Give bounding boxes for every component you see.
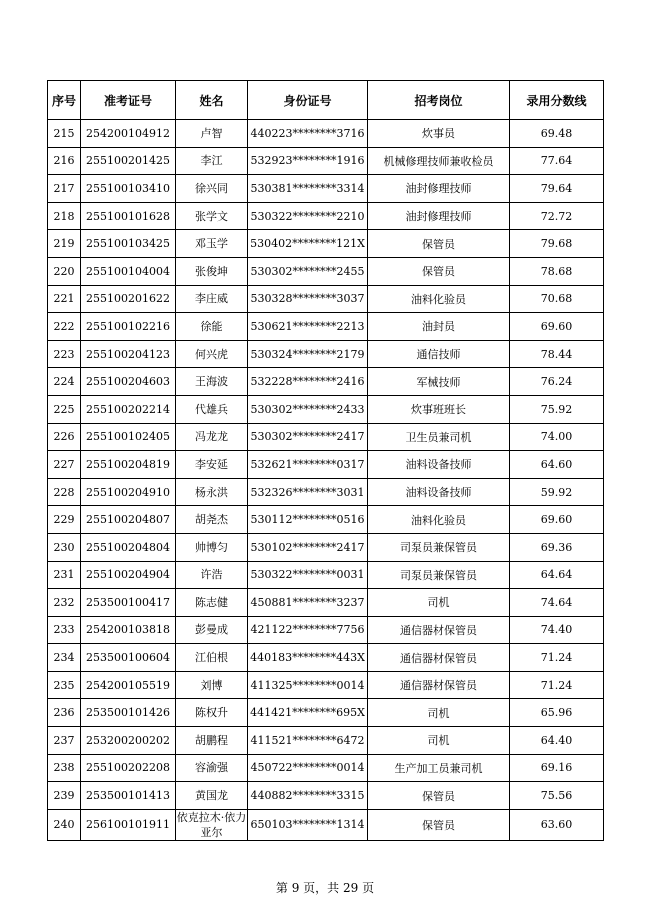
cell-name: 刘博	[176, 671, 248, 699]
cell-id-no: 530302********2455	[248, 257, 368, 285]
cell-id-no: 530302********2433	[248, 395, 368, 423]
cell-id-no: 411325********0014	[248, 671, 368, 699]
cell-position: 保管员	[368, 257, 510, 285]
cell-index: 234	[48, 644, 81, 672]
cell-id-no: 532326********3031	[248, 478, 368, 506]
table-row	[48, 478, 604, 506]
cell-position: 油封修理技师	[368, 202, 510, 230]
cell-position: 司泵员兼保管员	[368, 561, 510, 589]
table-row	[48, 175, 604, 203]
header-row	[48, 81, 604, 120]
table-row	[48, 561, 604, 589]
col-header-exam-no: 准考证号	[81, 81, 176, 120]
col-header-id-no: 身份证号	[248, 81, 368, 120]
cell-exam-no: 253500100604	[81, 644, 176, 672]
cell-index: 229	[48, 506, 81, 534]
cell-id-no: 532923********1916	[248, 147, 368, 175]
cell-score: 69.36	[510, 533, 604, 561]
cell-index: 220	[48, 257, 81, 285]
cell-position: 通信技师	[368, 340, 510, 368]
cell-id-no: 441421********695X	[248, 699, 368, 727]
table-row	[48, 147, 604, 175]
cell-score: 78.68	[510, 257, 604, 285]
table-row	[48, 782, 604, 810]
cell-exam-no: 255100204910	[81, 478, 176, 506]
cell-exam-no: 255100204807	[81, 506, 176, 534]
cell-index: 238	[48, 754, 81, 782]
cell-exam-no: 255100202208	[81, 754, 176, 782]
cell-exam-no: 255100204123	[81, 340, 176, 368]
cell-name: 依克拉木·依力亚尔	[176, 810, 247, 839]
cell-index: 232	[48, 589, 81, 617]
cell-id-no: 530324********2179	[248, 340, 368, 368]
cell-score: 71.24	[510, 644, 604, 672]
cell-score: 72.72	[510, 202, 604, 230]
cell-index: 219	[48, 230, 81, 258]
cell-exam-no: 255100204804	[81, 533, 176, 561]
cell-name: 李庄威	[176, 285, 248, 313]
cell-score: 75.56	[510, 782, 604, 810]
cell-index: 228	[48, 478, 81, 506]
cell-score: 69.60	[510, 506, 604, 534]
cell-id-no: 530381********3314	[248, 175, 368, 203]
cell-index: 237	[48, 727, 81, 755]
cell-name: 帅博匀	[176, 533, 248, 561]
cell-position: 油料化验员	[368, 506, 510, 534]
cell-id-no: 532621********0317	[248, 451, 368, 479]
cell-index: 226	[48, 423, 81, 451]
cell-name: 陈志健	[176, 589, 248, 617]
cell-name: 许浩	[176, 561, 248, 589]
cell-name: 徐能	[176, 313, 248, 341]
cell-name: 代雄兵	[176, 395, 248, 423]
cell-exam-no: 255100102216	[81, 313, 176, 341]
cell-exam-no: 253500101413	[81, 782, 176, 810]
cell-position: 保管员	[368, 230, 510, 258]
cell-name: 冯龙龙	[176, 423, 248, 451]
cell-id-no: 530322********0031	[248, 561, 368, 589]
col-header-position: 招考岗位	[368, 81, 510, 120]
table-row	[48, 257, 604, 285]
table-row	[48, 423, 604, 451]
cell-score: 64.40	[510, 727, 604, 755]
cell-position: 炊事员	[368, 120, 510, 148]
cell-name: 黄国龙	[176, 782, 248, 810]
table-row	[48, 699, 604, 727]
cell-exam-no: 255100101628	[81, 202, 176, 230]
cell-score: 63.60	[510, 809, 604, 840]
cell-score: 77.64	[510, 147, 604, 175]
cell-name: 张学文	[176, 202, 248, 230]
table-row	[48, 120, 604, 148]
cell-position: 油料化验员	[368, 285, 510, 313]
cell-exam-no: 253500100417	[81, 589, 176, 617]
cell-name: 胡尧杰	[176, 506, 248, 534]
cell-score: 74.40	[510, 616, 604, 644]
cell-name: 容渝强	[176, 754, 248, 782]
cell-exam-no: 255100102405	[81, 423, 176, 451]
cell-id-no: 530102********2417	[248, 533, 368, 561]
cell-id-no: 650103********1314	[248, 809, 368, 840]
cell-index: 221	[48, 285, 81, 313]
cell-score: 74.64	[510, 589, 604, 617]
cell-position: 司机	[368, 699, 510, 727]
table-row	[48, 727, 604, 755]
cell-position: 炊事班班长	[368, 395, 510, 423]
cell-name: 江伯根	[176, 644, 248, 672]
cell-score: 74.00	[510, 423, 604, 451]
cell-score: 78.44	[510, 340, 604, 368]
cell-score: 69.60	[510, 313, 604, 341]
table-row	[48, 340, 604, 368]
cell-score: 71.24	[510, 671, 604, 699]
table-row	[48, 202, 604, 230]
cell-score: 75.92	[510, 395, 604, 423]
cell-exam-no: 256100101911	[81, 809, 176, 840]
cell-name: 李江	[176, 147, 248, 175]
cell-score: 70.68	[510, 285, 604, 313]
table-row	[48, 533, 604, 561]
cell-position: 油封修理技师	[368, 175, 510, 203]
cell-position: 油料设备技师	[368, 451, 510, 479]
cell-name: 徐兴同	[176, 175, 248, 203]
table-row	[48, 313, 604, 341]
col-header-name: 姓名	[176, 81, 248, 120]
cell-index: 239	[48, 782, 81, 810]
cell-name: 张俊坤	[176, 257, 248, 285]
cell-position: 机械修理技师兼收检员	[368, 147, 510, 175]
cell-index: 218	[48, 202, 81, 230]
cell-exam-no: 255100204904	[81, 561, 176, 589]
cell-position: 通信器材保管员	[368, 671, 510, 699]
table-row	[48, 230, 604, 258]
page-footer: 第 9 页，共 29 页	[275, 881, 375, 895]
cell-score: 76.24	[510, 368, 604, 396]
cell-score: 59.92	[510, 478, 604, 506]
cell-exam-no: 253200200202	[81, 727, 176, 755]
cell-index: 225	[48, 395, 81, 423]
cell-name: 陈权升	[176, 699, 248, 727]
cell-exam-no: 254200105519	[81, 671, 176, 699]
cell-name: 卢智	[176, 120, 248, 148]
cell-id-no: 440223********3716	[248, 120, 368, 148]
table-row	[48, 285, 604, 313]
cell-exam-no: 255100202214	[81, 395, 176, 423]
cell-index: 236	[48, 699, 81, 727]
cell-id-no: 421122********7756	[248, 616, 368, 644]
cell-index: 240	[48, 809, 81, 840]
cell-index: 215	[48, 120, 81, 148]
cell-id-no: 450881********3237	[248, 589, 368, 617]
cell-id-no: 530621********2213	[248, 313, 368, 341]
table-row	[48, 644, 604, 672]
cell-index: 222	[48, 313, 81, 341]
cell-position: 司机	[368, 589, 510, 617]
cell-id-no: 530302********2417	[248, 423, 368, 451]
cell-exam-no: 255100204819	[81, 451, 176, 479]
cell-name: 胡鹏程	[176, 727, 248, 755]
cell-index: 230	[48, 533, 81, 561]
col-header-score: 录用分数线	[510, 81, 604, 120]
table-row	[48, 754, 604, 782]
cell-position: 卫生员兼司机	[368, 423, 510, 451]
cell-index: 235	[48, 671, 81, 699]
cell-score: 79.64	[510, 175, 604, 203]
cell-exam-no: 253500101426	[81, 699, 176, 727]
cell-index: 217	[48, 175, 81, 203]
cell-index: 231	[48, 561, 81, 589]
cell-position: 油封员	[368, 313, 510, 341]
cell-score: 64.64	[510, 561, 604, 589]
table-row	[48, 451, 604, 479]
cell-position: 司泵员兼保管员	[368, 533, 510, 561]
cell-index: 227	[48, 451, 81, 479]
table-row	[48, 809, 604, 840]
cell-id-no: 530328********3037	[248, 285, 368, 313]
cell-name: 李安延	[176, 451, 248, 479]
cell-exam-no: 254200103818	[81, 616, 176, 644]
cell-id-no: 411521********6472	[248, 727, 368, 755]
cell-position: 保管员	[368, 782, 510, 810]
cell-exam-no: 255100201622	[81, 285, 176, 313]
cell-id-no: 532228********2416	[248, 368, 368, 396]
cell-score: 69.48	[510, 120, 604, 148]
cell-score: 69.16	[510, 754, 604, 782]
cell-position: 司机	[368, 727, 510, 755]
cell-index: 216	[48, 147, 81, 175]
cell-position: 生产加工员兼司机	[368, 754, 510, 782]
cell-id-no: 530322********2210	[248, 202, 368, 230]
results-table	[47, 80, 604, 841]
table-row	[48, 506, 604, 534]
cell-id-no: 440882********3315	[248, 782, 368, 810]
cell-name: 何兴虎	[176, 340, 248, 368]
table-row	[48, 589, 604, 617]
cell-name: 杨永洪	[176, 478, 248, 506]
cell-exam-no: 255100201425	[81, 147, 176, 175]
cell-exam-no: 255100103410	[81, 175, 176, 203]
cell-id-no: 530112********0516	[248, 506, 368, 534]
cell-score: 65.96	[510, 699, 604, 727]
cell-position: 军械技师	[368, 368, 510, 396]
cell-exam-no: 255100103425	[81, 230, 176, 258]
cell-name: 王海波	[176, 368, 248, 396]
cell-position: 保管员	[368, 809, 510, 840]
cell-exam-no: 255100104004	[81, 257, 176, 285]
cell-position: 通信器材保管员	[368, 644, 510, 672]
table-row	[48, 368, 604, 396]
cell-id-no: 440183********443X	[248, 644, 368, 672]
cell-score: 79.68	[510, 230, 604, 258]
cell-index: 224	[48, 368, 81, 396]
cell-id-no: 450722********0014	[248, 754, 368, 782]
cell-position: 油料设备技师	[368, 478, 510, 506]
cell-index: 233	[48, 616, 81, 644]
cell-exam-no: 254200104912	[81, 120, 176, 148]
cell-index: 223	[48, 340, 81, 368]
table-row	[48, 671, 604, 699]
table-row	[48, 616, 604, 644]
cell-position: 通信器材保管员	[368, 616, 510, 644]
table-row	[48, 395, 604, 423]
cell-exam-no: 255100204603	[81, 368, 176, 396]
cell-id-no: 530402********121X	[248, 230, 368, 258]
cell-name: 邓玉学	[176, 230, 248, 258]
col-header-index: 序号	[48, 81, 81, 120]
cell-score: 64.60	[510, 451, 604, 479]
cell-name: 彭曼成	[176, 616, 248, 644]
